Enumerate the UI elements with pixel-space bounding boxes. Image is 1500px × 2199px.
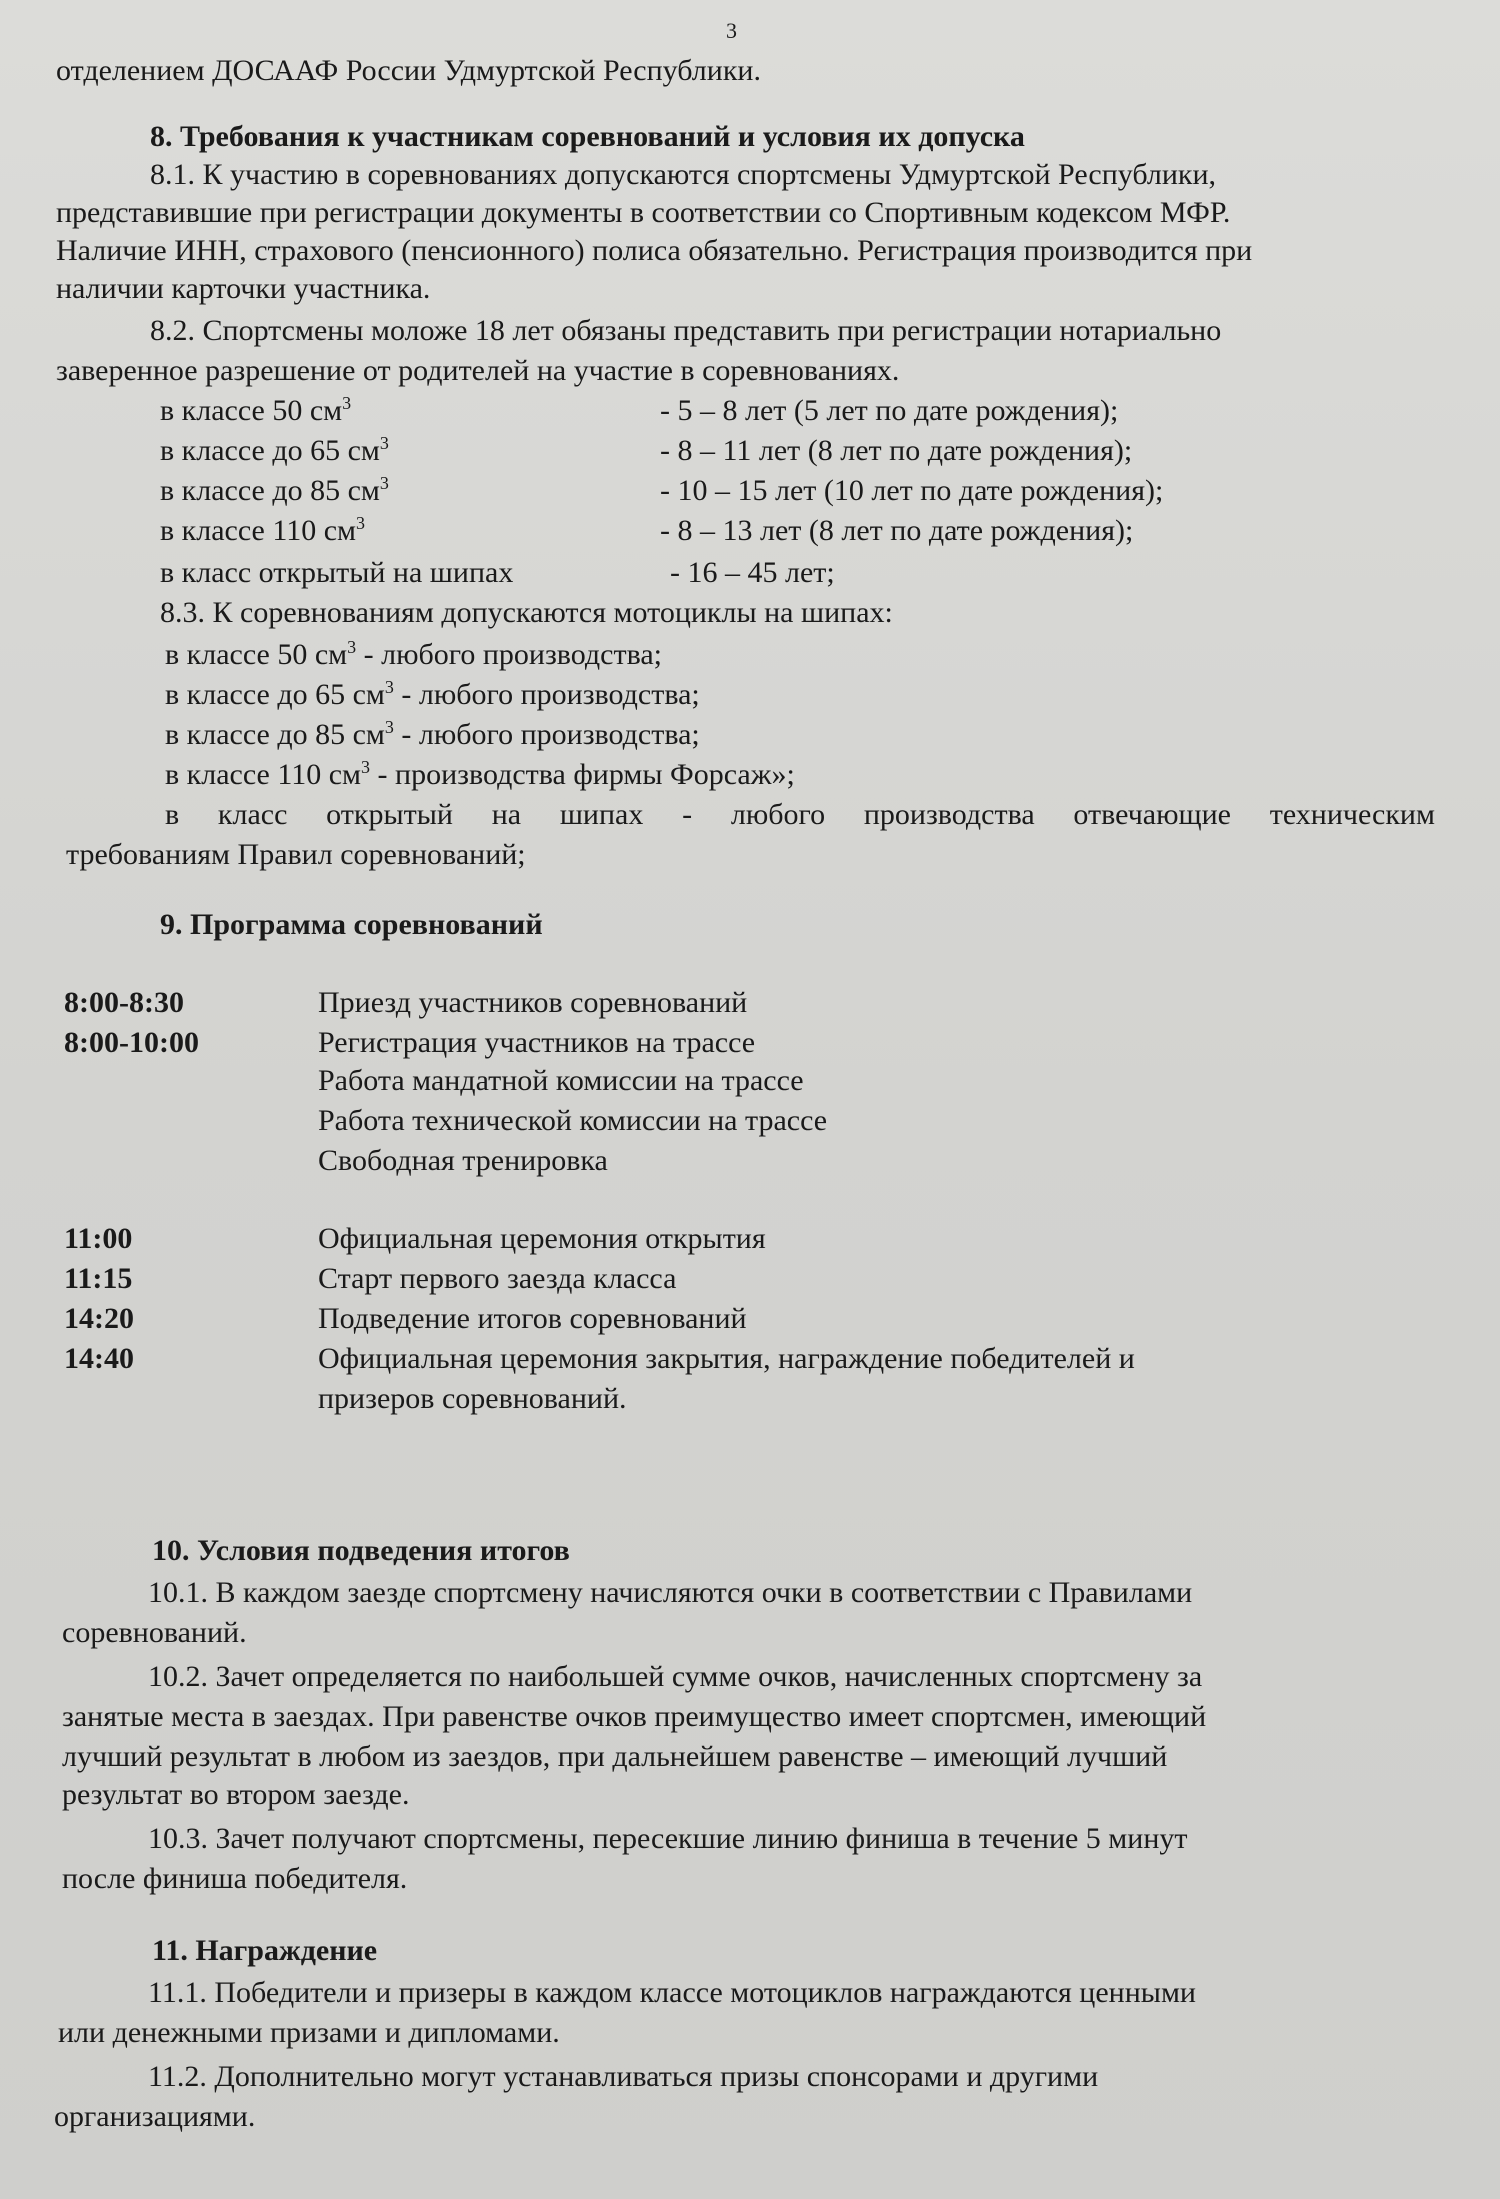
text-line: Наличие ИНН, страхового (пенсионного) полиса обязательно. Регистрация производится при <box>56 234 1253 267</box>
text-line: 11.2. Дополнительно могут устанавливаться призы спонсорами и другими <box>148 2060 1099 2093</box>
text-line: лучший результат в любом из заездов, при дальнейшем равенстве – имеющий лучший <box>62 1740 1168 1773</box>
paragraph-8-3-heading: 8.3. К соревнованиям допускаются мотоциклы на шипах: <box>160 596 893 629</box>
class-label: в классе 110 $см^3$ <box>160 513 366 547</box>
class-label: в класс открытый на шипах <box>160 556 514 589</box>
text-line: наличии карточки участника. <box>56 272 431 305</box>
word: - <box>682 798 693 831</box>
schedule-item: Приезд участников соревнований <box>318 986 748 1019</box>
schedule-item: Старт первого заезда класса <box>318 1262 677 1295</box>
class-label: в классе 50 $см^3$ <box>160 393 352 427</box>
open-class-line-2: требованиям Правил соревнований; <box>66 838 526 871</box>
class-label: в классе до 65 $см^3$ <box>160 433 389 467</box>
moto-item: в классе 110 $см^3$ - производства фирмы Форсаж»; <box>165 757 795 791</box>
schedule-item: призеров соревнований. <box>318 1382 627 1415</box>
text-line: 10.2. Зачет определяется по наибольшей сумме очков, начисленных спортсмену за <box>148 1660 1203 1693</box>
word: открытый <box>326 798 453 831</box>
schedule-item: Официальная церемония закрытия, награждение победителей и <box>318 1342 1135 1375</box>
text-line: 8.2. Спортсмены моложе 18 лет обязаны представить при регистрации нотариально <box>150 314 1222 347</box>
text-line: 10.1. В каждом заезде спортсмену начисляются очки в соответствии с Правилами <box>148 1576 1193 1609</box>
section-11-heading: 11. Награждение <box>152 1934 378 1967</box>
text-line: или денежными призами и дипломами. <box>58 2016 560 2049</box>
text-line: результат во втором заезде. <box>62 1778 410 1811</box>
page-number: 3 <box>726 18 737 43</box>
word: производства <box>863 798 1035 831</box>
class-age: - 5 – 8 лет (5 лет по дате рождения); <box>660 394 1119 427</box>
schedule-time: 8:00-10:00 <box>64 1026 199 1059</box>
text-line: организациями. <box>54 2100 256 2133</box>
schedule-time: 14:20 <box>64 1302 134 1335</box>
schedule-item: Регистрация участников на трассе <box>318 1026 756 1059</box>
section-8-heading: 8. Требования к участникам соревнований и условия их допуска <box>150 120 1025 153</box>
word: шипах <box>559 798 644 831</box>
text-line: 10.3. Зачет получают спортсмены, пересекшие линию финиша в течение 5 минут <box>148 1822 1188 1855</box>
schedule-time: 14:40 <box>64 1342 134 1375</box>
schedule-item: Работа мандатной комиссии на трассе <box>318 1064 804 1097</box>
section-9-heading: 9. Программа соревнований <box>160 908 543 941</box>
text-line: занятые места в заездах. При равенстве очков преимущество имеет спортсмен, имеющий <box>62 1700 1207 1733</box>
word: в <box>165 798 180 831</box>
text-line: 11.1. Победители и призеры в каждом классе мотоциклов награждаются ценными <box>148 1976 1196 2009</box>
word: класс <box>217 798 288 831</box>
word: отвечающие <box>1073 798 1231 831</box>
text-line: представившие при регистрации документы в соответствии со Спортивным кодексом МФР. <box>56 196 1231 229</box>
schedule-time: 11:15 <box>64 1262 133 1295</box>
schedule-time: 8:00-8:30 <box>64 986 184 1019</box>
text-line: заверенное разрешение от родителей на участие в соревнованиях. <box>56 354 900 387</box>
top-line: отделением ДОСААФ России Удмуртской Республики. <box>56 54 761 87</box>
word: любого <box>730 798 826 831</box>
text-line: соревнований. <box>62 1616 247 1649</box>
schedule-item: Свободная тренировка <box>318 1144 608 1177</box>
schedule-item: Официальная церемония открытия <box>318 1222 766 1255</box>
text-line: 8.1. К участию в соревнованиях допускаются спортсмены Удмуртской Республики, <box>150 158 1217 191</box>
word: на <box>491 798 522 831</box>
class-label: в классе до 85 $см^3$ <box>160 473 389 507</box>
word: техническим <box>1269 798 1435 831</box>
moto-item: в классе до 65 $см^3$ - любого производства; <box>165 677 700 711</box>
text-line: после финиша победителя. <box>62 1862 408 1895</box>
open-class-line <box>165 796 1435 834</box>
schedule-time: 11:00 <box>64 1222 133 1255</box>
moto-item: в классе до 85 $см^3$ - любого производства; <box>165 717 700 751</box>
class-age: - 8 – 11 лет (8 лет по дате рождения); <box>660 434 1133 467</box>
moto-item: в классе 50 $см^3$ - любого производства; <box>165 637 662 671</box>
schedule-item: Работа технической комиссии на трассе <box>318 1104 828 1137</box>
class-age: - 8 – 13 лет (8 лет по дате рождения); <box>660 514 1134 547</box>
section-10-heading: 10. Условия подведения итогов <box>152 1534 570 1567</box>
class-age: - 16 – 45 лет; <box>670 556 835 589</box>
class-age: - 10 – 15 лет (10 лет по дате рождения); <box>660 474 1164 507</box>
schedule-item: Подведение итогов соревнований <box>318 1302 747 1335</box>
